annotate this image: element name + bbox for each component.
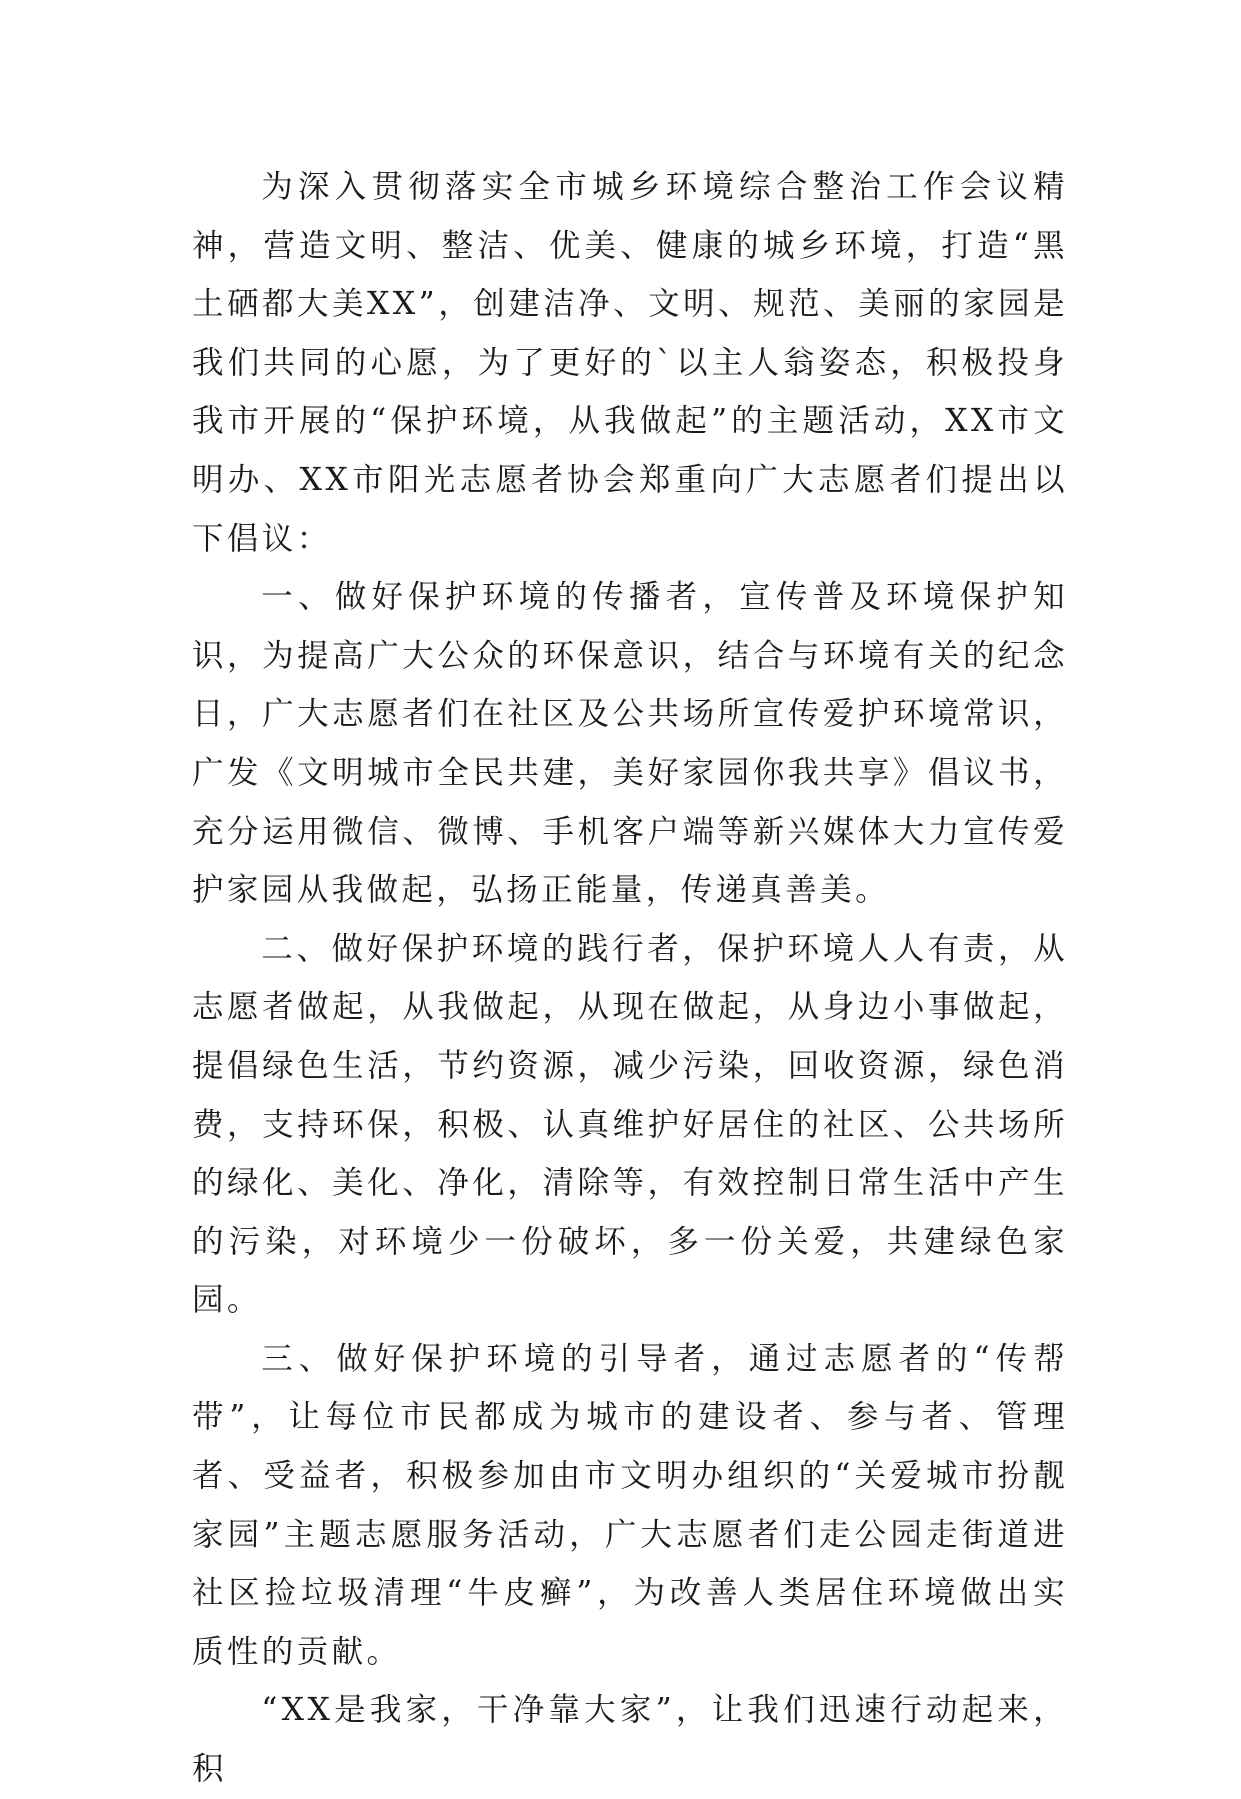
paragraph-point-one: 一、做好保护环境的传播者，宣传普及环境保护知识，为提高广大公众的环保意识，结合与环境有关的纪念日，广大志愿者们在社区及公共场所宣传爱护环境常识，广发《文明城市全民共建，美好家园你我共享》倡议书，充分运用微信、微博、手机客户端等新兴媒体大力宣传爱护家园从我做起，弘扬正能量，传递真善美。: [192, 579, 1068, 909]
document-body: [192, 158, 1068, 1799]
paragraph-closing: “XX是我家，干净靠大家”，让我们迅速行动起来，积: [192, 1692, 1068, 1788]
paragraph-intro: 为深入贯彻落实全市城乡环境综合整治工作会议精神，营造文明、整洁、优美、健康的城乡环境，打造“黑土硒都大美XX”，创建洁净、文明、规范、美丽的家园是我们共同的心愿，为了更好的`以主人翁姿态，积极投身我市开展的“保护环境，从我做起”的主题活动，XX市文明办、XX市阳光志愿者协会郑重向广大志愿者们提出以下倡议：: [192, 169, 1068, 557]
paragraph-point-two: 二、做好保护环境的践行者，保护环境人人有责，从志愿者做起，从我做起，从现在做起，从身边小事做起，提倡绿色生活，节约资源，减少污染，回收资源，绿色消费，支持环保，积极、认真维护好居住的社区、公共场所的绿化、美化、净化，清除等，有效控制日常生活中产生的污染，对环境少一份破坏，多一份关爱，共建绿色家园。: [192, 930, 1068, 1319]
paragraph-point-three: 三、做好保护环境的引导者，通过志愿者的“传帮带”，让每位市民都成为城市的建设者、参与者、管理者、受益者，积极参加由市文明办组织的“关爱城市扮靓家园”主题志愿服务活动，广大志愿者们走公园走街道进社区捡垃圾清理“牛皮癣”，为改善人类居住环境做出实质性的贡献。: [192, 1340, 1068, 1670]
